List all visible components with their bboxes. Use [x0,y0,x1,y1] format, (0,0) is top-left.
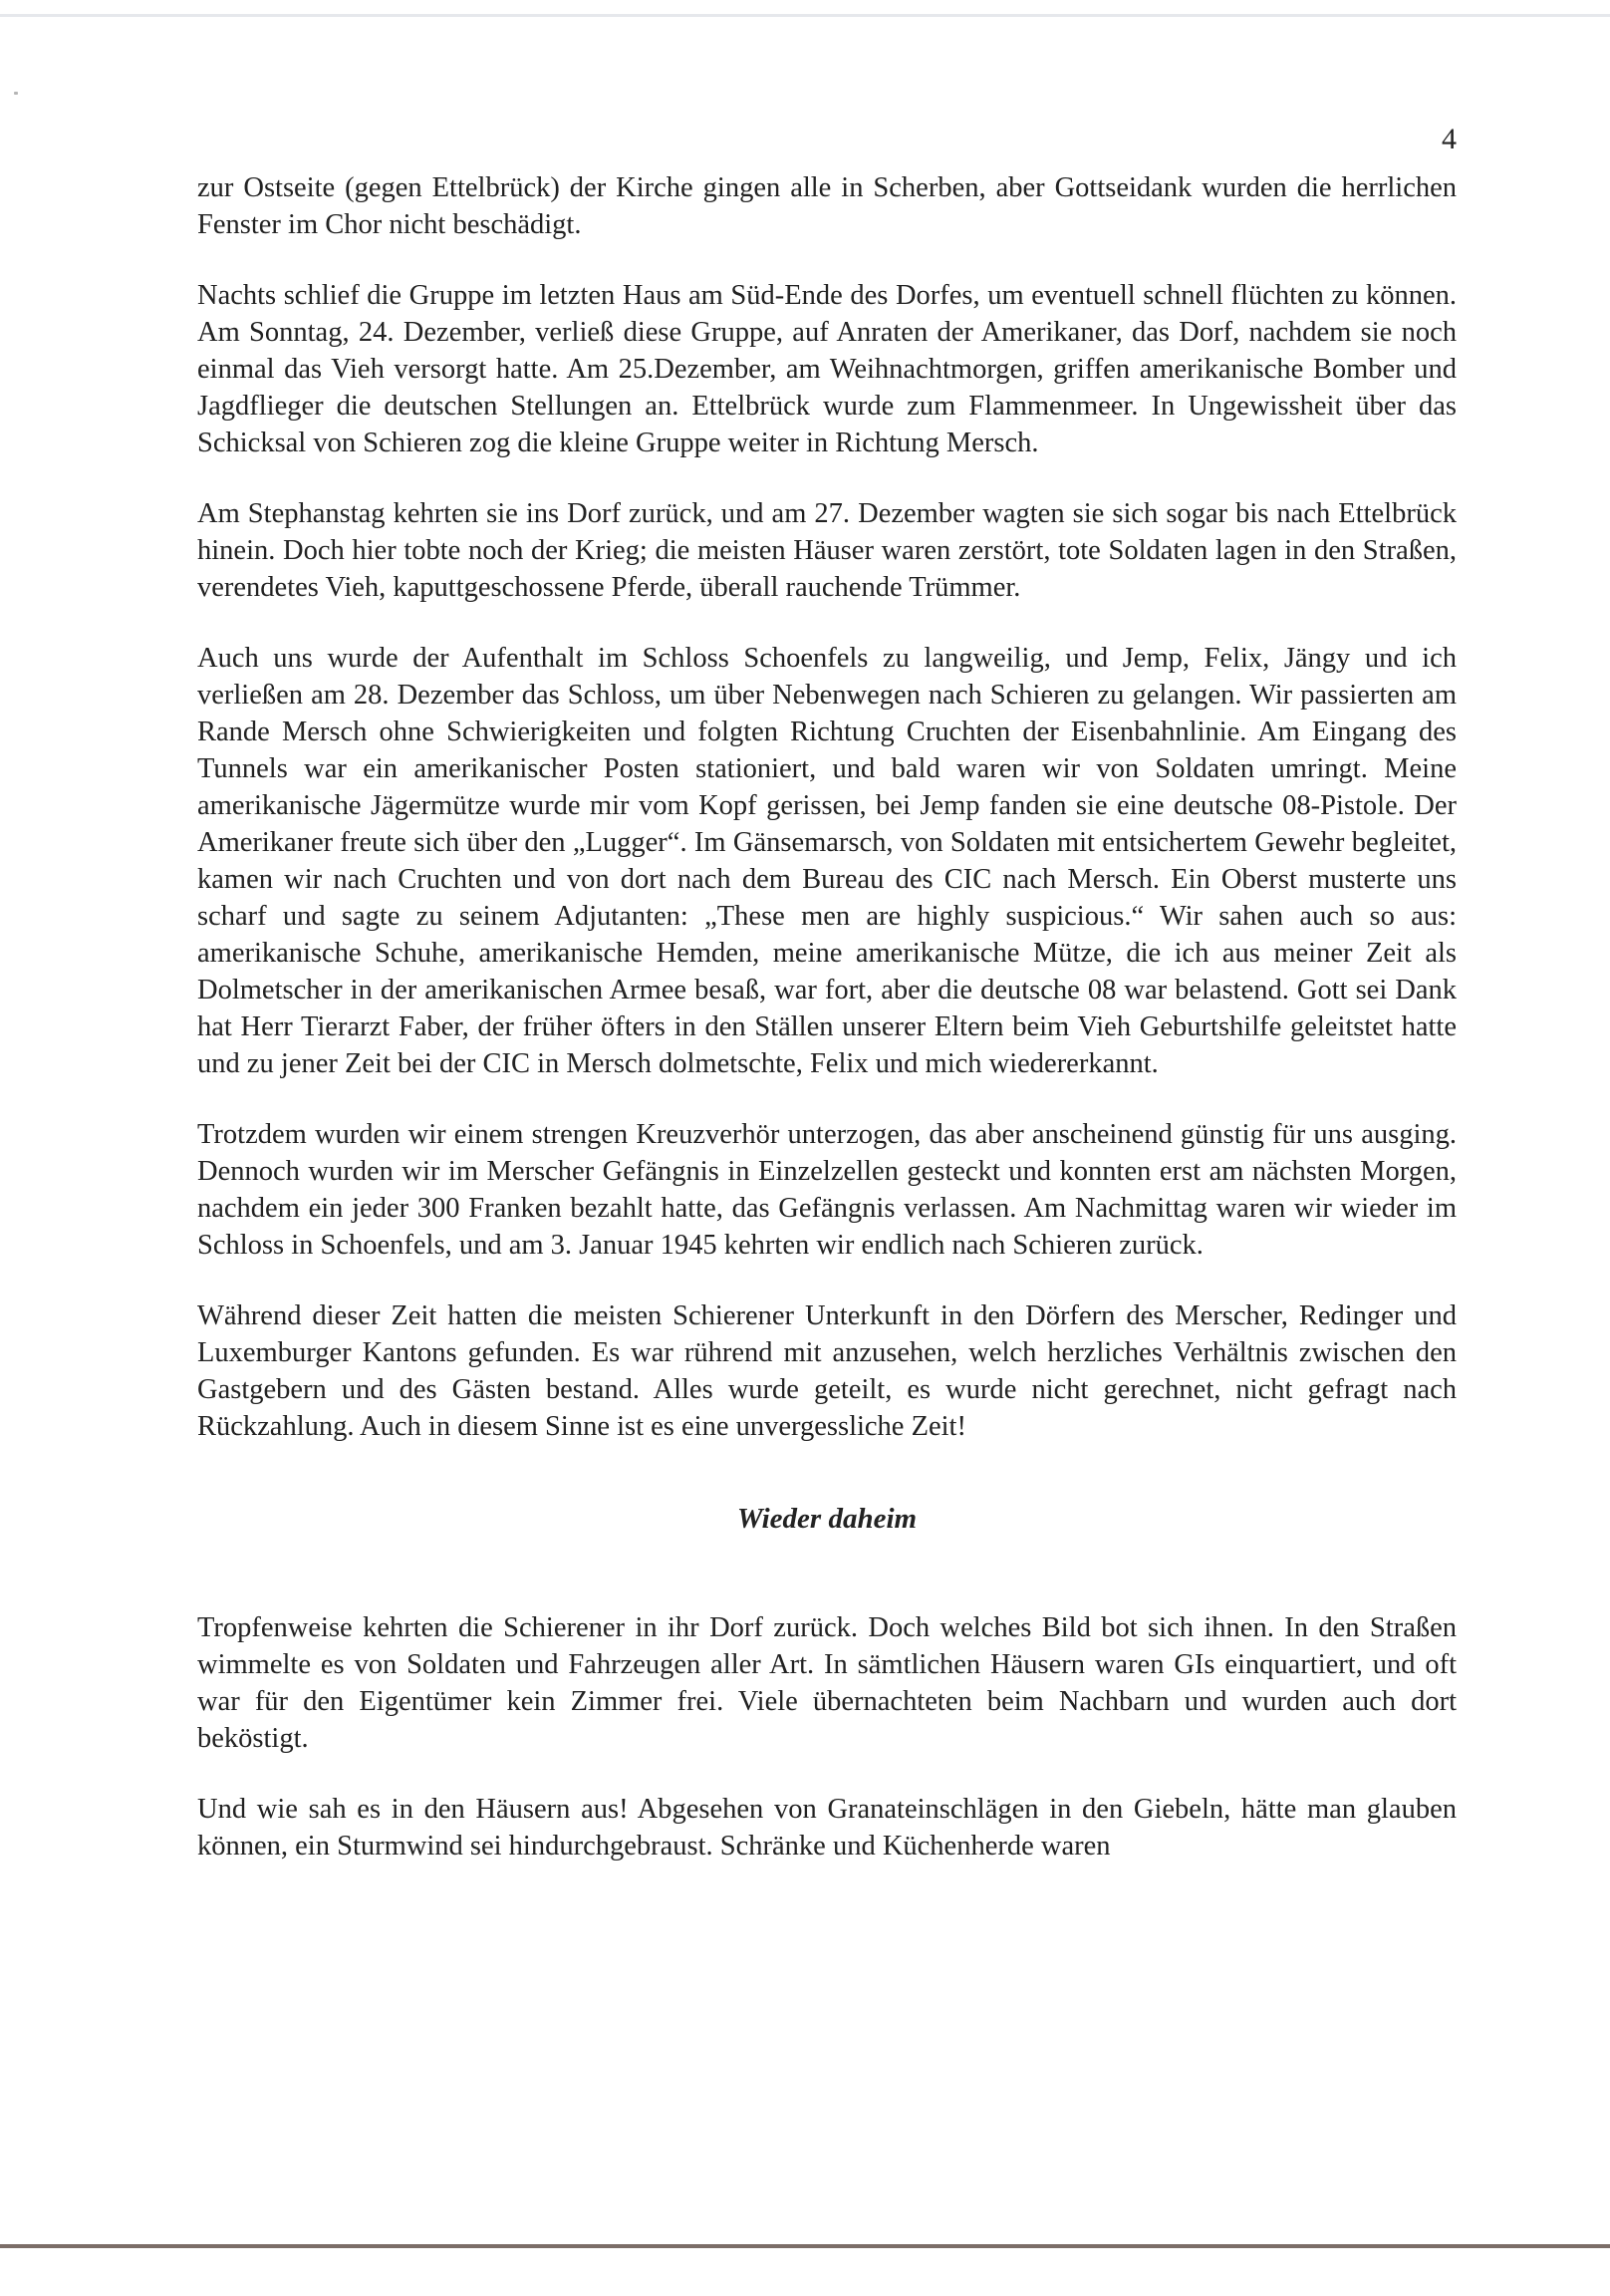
paragraph-5: Trotzdem wurden wir einem strengen Kreuzverhör unterzogen, das aber anscheinend günstig für uns ausging. Dennoch wurden wir im Merscher Gefängnis in Einzelzellen gesteckt und konnten erst am nächsten Morgen, nachdem ein jeder 300 Franken bezahlt hatte, das Gefängnis verlassen. Am Nachmittag waren wir wieder im Schloss in Schoenfels, und am 3. Januar 1945 kehrten wir endlich nach Schieren zurück. [197,1119,1457,1261]
document-body [197,169,1457,1898]
paragraph-1: zur Ostseite (gegen Ettelbrück) der Kirche gingen alle in Scherben, aber Gottseidank wurden die herrlichen Fenster im Chor nicht beschädigt. [197,172,1457,240]
paragraph-4: Auch uns wurde der Aufenthalt im Schloss Schoenfels zu langweilig, und Jemp, Felix, Jängy und ich verließen am 28. Dezember das Schloss, um über Nebenwegen nach Schieren zu gelangen. Wir passierten am Rande Mersch ohne Schwierigkeiten und folgten Richtung Cruchten der Eisenbahnlinie. Am Eingang des Tunnels war ein amerikanischer Posten stationiert, und bald waren wir von Soldaten umringt. Meine amerikanische Jägermütze wurde mir vom Kopf gerissen, bei Jemp fanden sie eine deutsche 08-Pistole. Der Amerikaner freute sich über den „Lugger“. Im Gänsemarsch, von Soldaten mit entsichertem Gewehr begleitet, kamen wir nach Cruchten und von dort nach dem Bureau des CIC nach Mersch. Ein Oberst musterte uns scharf und sagte zu seinem Adjutanten: „These men are highly suspicious.“ Wir sahen auch so aus: amerikanische Schuhe, amerikanische Hemden, meine amerikanische Mütze, die ich aus meiner Zeit als Dolmetscher in der amerikanischen Armee besaß, war fort, aber die deutsche 08 war belastend. Gott sei Dank hat Herr Tierarzt Faber, der früher öfters in den Ställen unserer Eltern beim Vieh Geburtshilfe geleitstet hatte und zu jener Zeit bei der CIC in Mersch dolmetschte, Felix und mich wiedererkannt. [197,643,1457,1079]
scan-bottom-edge [0,2244,1610,2248]
section-heading: Wieder daheim [736,1503,918,1535]
page-number: 4 [1442,123,1457,155]
section-paragraph-2: Und wie sah es in den Häusern aus! Abgesehen von Granateinschlägen in den Giebeln, hätte man glauben können, ein Sturmwind sei hindurchgebraust. Schränke und Küchenherde waren [197,1794,1457,1862]
section-paragraph-1: Tropfenweise kehrten die Schierener in ihr Dorf zurück. Doch welches Bild bot sich ihnen. In den Straßen wimmelte es von Soldaten und Fahrzeugen aller Art. In sämtlichen Häusern waren GIs einquartiert, und oft war für den Eigentümer kein Zimmer frei. Viele übernachteten beim Nachbarn und wurden auch dort beköstigt. [197,1612,1457,1754]
scan-top-edge [0,14,1610,17]
scan-speck [14,92,18,95]
paragraph-6: Während dieser Zeit hatten die meisten Schierener Unterkunft in den Dörfern des Merscher, Redinger und Luxemburger Kantons gefunden. Es war rührend mit anzusehen, welch herzliches Verhältnis zwischen den Gastgebern und des Gästen bestand. Alles wurde geteilt, es wurde nicht gerechnet, nicht gefragt nach Rückzahlung. Auch in diesem Sinne ist es eine unvergessliche Zeit! [197,1300,1457,1442]
paragraph-3: Am Stephanstag kehrten sie ins Dorf zurück, und am 27. Dezember wagten sie sich sogar bis nach Ettelbrück hinein. Doch hier tobte noch der Krieg; die meisten Häuser waren zerstört, tote Soldaten lagen in den Straßen, verendetes Vieh, kaputtgeschossene Pferde, überall rauchende Trümmer. [197,498,1457,603]
paragraph-2: Nachts schlief die Gruppe im letzten Haus am Süd-Ende des Dorfes, um eventuell schnell flüchten zu können. Am Sonntag, 24. Dezember, verließ diese Gruppe, auf Anraten der Amerikaner, das Dorf, nachdem sie noch einmal das Vieh versorgt hatte. Am 25.Dezember, am Weihnachtmorgen, griffen amerikanische Bomber und Jagdflieger die deutschen Stellungen an. Ettelbrück wurde zum Flammenmeer. In Ungewissheit über das Schicksal von Schieren zog die kleine Gruppe weiter in Richtung Mersch. [197,280,1457,458]
